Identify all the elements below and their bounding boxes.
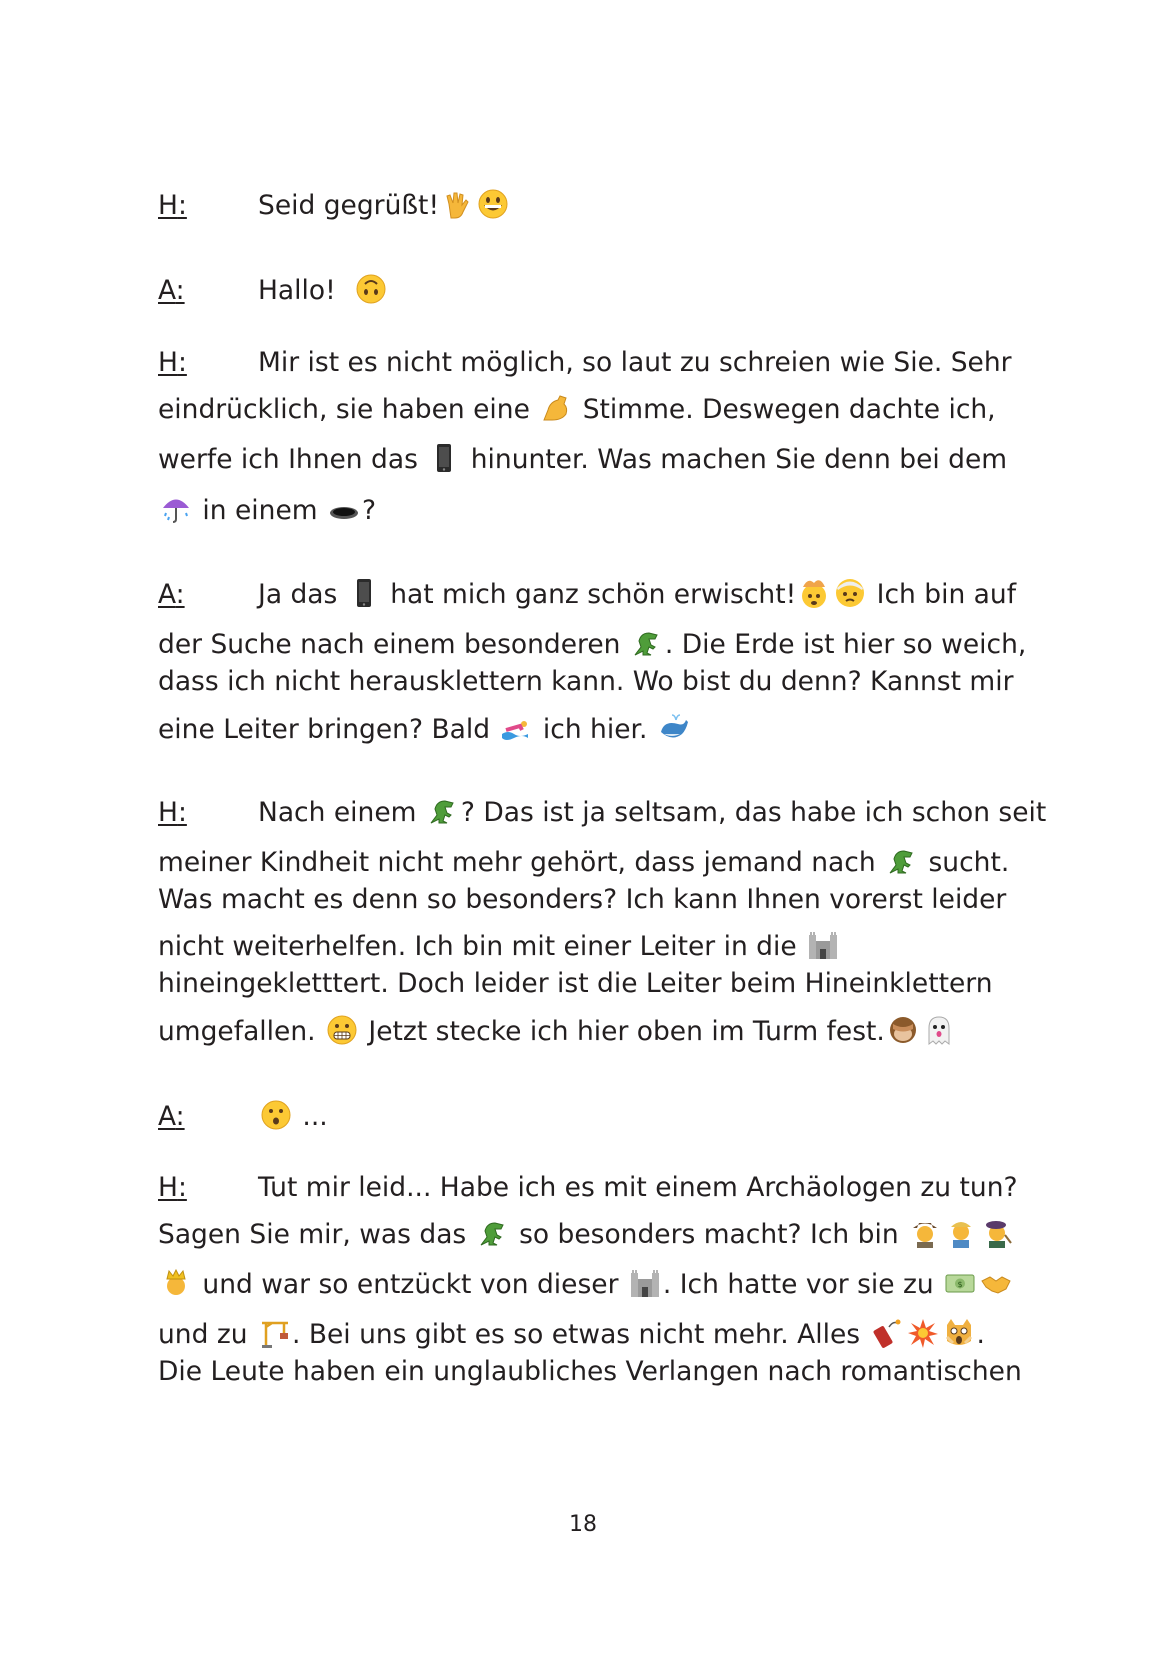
speaker-colon: : <box>177 347 187 378</box>
text-line <box>158 842 1018 884</box>
text-run: ? Das ist ja seltsam, das habe ich schon seit <box>460 797 1047 828</box>
text-run: und war so entzückt von dieser <box>194 1269 627 1300</box>
text-run: in einem <box>194 495 327 526</box>
text-line <box>158 963 1018 1005</box>
text-run: Stimme. Deswegen dachte ich, <box>574 394 996 425</box>
text-run: . Bei uns gibt es so etwas nicht mehr. Alles <box>291 1319 869 1350</box>
text-run: ... <box>294 1101 328 1132</box>
text-run: eindrücklich, sie haben eine <box>158 394 539 425</box>
t-rex-icon <box>631 627 663 659</box>
text-run: Ja das <box>258 579 346 610</box>
umbrella-rain-icon <box>160 493 192 525</box>
text-run: sucht. <box>920 847 1010 878</box>
line-body <box>258 342 1012 384</box>
text-run: Jetzt stecke ich hier oben im Turm fest. <box>359 1016 885 1047</box>
text-run: . Die Erde ist hier so weich, <box>664 629 1027 660</box>
grimacing-face-icon <box>326 1014 358 1046</box>
detective-icon <box>909 1217 941 1249</box>
text-run: werfe ich Ihnen das <box>158 444 427 475</box>
text-run: . Ich hatte vor sie zu <box>662 1269 943 1300</box>
speaker-colon: : <box>175 1101 185 1132</box>
hole-icon <box>328 493 360 525</box>
text-run: ich hier. <box>534 714 656 745</box>
whale-icon <box>658 712 690 744</box>
see-no-evil-monkey-icon <box>887 1014 919 1046</box>
line-body <box>258 270 389 312</box>
grinning-face-icon <box>477 188 509 220</box>
speaker-colon: : <box>177 797 187 828</box>
page-number: 18 <box>569 1512 597 1537</box>
text-run: . <box>976 1319 985 1350</box>
speaker-label: A: <box>158 1101 185 1132</box>
text-line <box>158 185 1018 227</box>
speaker-label: H: <box>158 1172 187 1203</box>
prince-icon <box>160 1267 192 1299</box>
text-run: Mir ist es nicht möglich, so laut zu schreien wie Sie. Sehr <box>258 347 1012 378</box>
text-line <box>158 1264 1018 1306</box>
text-run: Die Leute haben ein unglaubliches Verlangen nach romantischen <box>158 1356 1022 1387</box>
text-line <box>158 574 1018 616</box>
text-run: Sagen Sie mir, was das <box>158 1219 475 1250</box>
text-line <box>158 1167 1018 1209</box>
artist-icon <box>981 1217 1013 1249</box>
text-line <box>158 661 1018 703</box>
text-run: ? <box>362 495 377 526</box>
handshake-icon <box>980 1267 1012 1299</box>
text-line <box>158 879 1018 921</box>
text-line <box>158 389 1018 431</box>
speaker-colon: : <box>175 275 185 306</box>
t-rex-icon <box>477 1217 509 1249</box>
injured-face-icon <box>834 577 866 609</box>
text-run: hineingekletttert. Doch leider ist die Leiter beim Hineinklettern <box>158 968 993 999</box>
speaker-label: H: <box>158 190 187 221</box>
upside-down-face-icon <box>355 273 387 305</box>
text-run: hat mich ganz schön erwischt! <box>381 579 797 610</box>
hushed-face-icon <box>260 1099 292 1131</box>
crane-icon <box>258 1317 290 1349</box>
scared-cat-icon <box>943 1317 975 1349</box>
mobile-phone-icon <box>428 442 460 474</box>
text-line <box>158 1351 1022 1393</box>
ghost-icon <box>923 1014 955 1046</box>
speaker-colon: : <box>175 579 185 610</box>
flexed-biceps-icon <box>540 392 572 424</box>
text-line <box>158 439 1018 481</box>
text-line <box>158 1096 1018 1138</box>
speaker-colon: : <box>177 190 187 221</box>
text-line <box>158 342 1018 384</box>
text-line <box>158 926 1018 968</box>
line-body <box>258 1167 1018 1209</box>
text-line <box>158 1314 1018 1356</box>
text-run: dass ich nicht herausklettern kann. Wo bist du denn? Kannst mir <box>158 666 1014 697</box>
text-run: eine Leiter bringen? Bald <box>158 714 499 745</box>
collision-icon <box>907 1317 939 1349</box>
text-line <box>158 1011 1018 1053</box>
text-run: umgefallen. <box>158 1016 324 1047</box>
text-line <box>158 270 1018 312</box>
text-run: Tut mir leid... Habe ich es mit einem Archäologen zu tun? <box>258 1172 1018 1203</box>
text-run: Seid gegrüßt! <box>258 190 440 221</box>
text-run: hinunter. Was machen Sie denn bei dem <box>462 444 1008 475</box>
speaker-label: H: <box>158 797 187 828</box>
t-rex-icon <box>886 845 918 877</box>
mobile-phone-icon <box>348 577 380 609</box>
text-run: Was macht es denn so besonders? Ich kann Ihnen vorerst leider <box>158 884 1007 915</box>
text-run: der Suche nach einem besonderen <box>158 629 629 660</box>
text-line <box>158 624 1027 666</box>
text-run: Nach einem <box>258 797 425 828</box>
dynamite-icon <box>871 1317 903 1349</box>
exploding-head-icon <box>798 577 830 609</box>
speaker-colon: : <box>177 1172 187 1203</box>
line-body <box>258 574 1016 616</box>
svg-text:$: $ <box>957 1280 963 1289</box>
text-run: meiner Kindheit nicht mehr gehört, dass jemand nach <box>158 847 885 878</box>
text-run: und zu <box>158 1319 256 1350</box>
text-line <box>158 490 1018 532</box>
text-line <box>158 792 1047 834</box>
speaker-label: H: <box>158 347 187 378</box>
text-line <box>158 1214 1018 1256</box>
text-line <box>158 709 1018 751</box>
line-body <box>258 1096 328 1138</box>
line-body <box>258 185 511 227</box>
money-icon <box>944 1267 976 1299</box>
text-run: so besonders macht? Ich bin <box>510 1219 908 1250</box>
text-run: nicht weiterhelfen. Ich bin mit einer Leiter in die <box>158 931 806 962</box>
vulcan-salute-icon <box>441 188 473 220</box>
text-run: Ich bin auf <box>868 579 1017 610</box>
farmer-icon <box>945 1217 977 1249</box>
speaker-label: A: <box>158 275 185 306</box>
t-rex-icon <box>427 795 459 827</box>
castle-icon <box>807 929 839 961</box>
text-run: Hallo! <box>258 275 353 306</box>
speaker-label: A: <box>158 579 185 610</box>
swimmer-icon <box>500 712 532 744</box>
castle-icon <box>629 1267 661 1299</box>
line-body <box>258 792 1046 834</box>
